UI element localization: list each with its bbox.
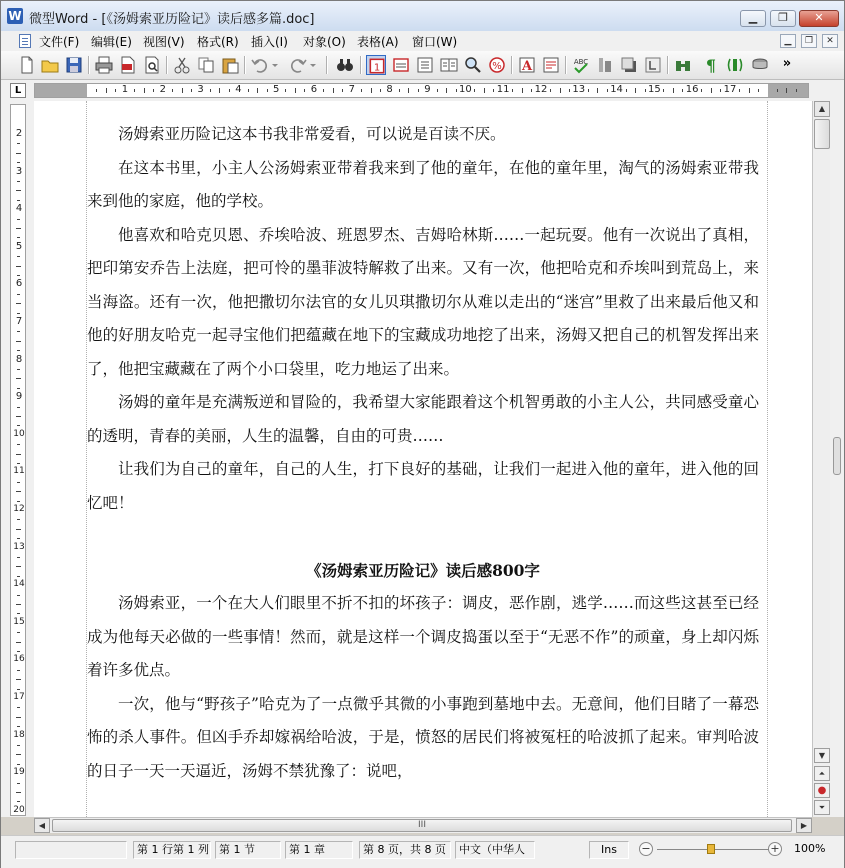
vertical-ruler-number: 20: [13, 804, 25, 815]
vertical-ruler-tick: [16, 190, 21, 191]
ruler-tick: [153, 89, 154, 92]
outline-view-icon[interactable]: [415, 55, 435, 75]
tab-selector[interactable]: L: [10, 83, 26, 98]
menu-bar: [1, 31, 844, 52]
toolbar-separator: [326, 56, 328, 74]
ruler-tick: [512, 89, 513, 92]
ruler-tick: [673, 88, 674, 93]
word-app-icon[interactable]: W: [8, 9, 22, 23]
vertical-ruler[interactable]: [10, 104, 26, 816]
minimize-button[interactable]: [740, 10, 766, 27]
vertical-ruler-number: 17: [13, 692, 25, 702]
vertical-ruler-tick: [17, 576, 20, 577]
vertical-ruler-number: 7: [15, 316, 23, 327]
paragraph[interactable]: 一次，他与“野孩子”哈克为了一点微乎其微的小事跑到墓地中去。无意间，他们目睹了一幕恐怖的杀人事件。但凶手乔却嫁祸给哈波，于是，愤怒的居民们将被冤枉的哈波抓了起来。审判哈波的日子一天一天逼近，汤姆不禁犹豫了：说吧，: [87, 694, 759, 780]
font-color-icon[interactable]: [517, 55, 537, 75]
doc-restore-button[interactable]: ❐: [801, 34, 817, 48]
status-blank-field: [15, 841, 127, 859]
ruler-tick: [267, 89, 268, 92]
ruler-number: 12: [534, 84, 548, 95]
status-page: 第 8 页，共 8 页: [359, 841, 451, 859]
vertical-ruler-number: 12: [13, 504, 25, 514]
vertical-ruler-number: 19: [13, 767, 25, 778]
ruler-tick: [531, 89, 532, 92]
minus-icon: −: [641, 842, 651, 855]
section-heading[interactable]: 《汤姆索亚历险记》读后感800字: [306, 560, 540, 580]
columns-icon[interactable]: [725, 55, 745, 75]
paragraph[interactable]: 汤姆的童年是充满叛逆和冒险的，我希望大家能跟着这个机智勇敢的小主人公，共同感受童心的透明，青春的美丽，人生的温馨，自由的可贵……: [87, 393, 759, 445]
menu-edit[interactable]: 编辑(E): [91, 35, 132, 49]
status-language: 中文（中华人: [455, 841, 535, 859]
status-bar: [1, 835, 844, 868]
ruler-tick: [796, 89, 797, 92]
vertical-ruler-tick: [16, 717, 21, 718]
menu-table[interactable]: 表格(A): [357, 35, 399, 49]
vertical-ruler-tick: [16, 642, 21, 643]
vertical-ruler-tick: [16, 303, 21, 304]
ruler-tick: [663, 89, 664, 92]
vertical-ruler-number: 2: [15, 128, 23, 139]
previous-page-button[interactable]: [814, 766, 830, 781]
svg-text:%: %: [492, 61, 502, 72]
pdf-icon[interactable]: [118, 55, 138, 75]
ruler-tick: [588, 89, 589, 92]
paragraph[interactable]: 他喜欢和哈克贝恩、乔埃哈波、班恩罗杰、吉姆哈林斯……一起玩耍。他有一次说出了真相，把印第安乔告上法庭，把可怜的墨菲波特解救了出来。又有一次，他把哈克和乔埃叫到荒岛上，来当海盗。还有一次，他把撒切尔法官的女儿贝琪撒切尔从难以走出的“迷宫”里救了出来最后他又和他的好朋友哈克一起寻宝他们把蕴藏在地下的宝藏成功地挖了出来，汤姆又把自己的机智发挥出来了，他把宝藏藏在了两个小口袋里，吃力地运了出来。: [87, 225, 759, 378]
toolbar-separator: [511, 56, 513, 74]
vertical-ruler-tick: [17, 538, 20, 539]
ruler-number: 17: [723, 84, 737, 95]
ruler-tick: [597, 88, 598, 93]
svg-text:ABC: ABC: [573, 58, 589, 66]
restore-icon: ❐: [778, 11, 788, 24]
ruler-tick: [399, 89, 400, 92]
toolbar-separator: [88, 56, 90, 74]
horizontal-ruler[interactable]: [34, 83, 809, 98]
vertical-ruler-tick: [16, 604, 21, 605]
paragraph[interactable]: 汤姆索亚历险记这本书我非常爱看，可以说是百读不厌。: [118, 125, 506, 143]
vertical-ruler-tick: [17, 501, 20, 502]
close-icon: ✕: [814, 11, 824, 24]
close-button[interactable]: [799, 10, 839, 27]
hscroll-thumb[interactable]: [52, 819, 792, 832]
zoom-in-button[interactable]: [768, 842, 782, 856]
ruler-tick: [739, 89, 740, 92]
ruler-tick: [361, 89, 362, 92]
ruler-tick: [182, 88, 183, 93]
status-insert-mode[interactable]: Ins: [589, 841, 629, 859]
cut-icon[interactable]: [172, 55, 192, 75]
vertical-ruler-number: 5: [15, 240, 23, 252]
ruler-tick: [285, 89, 286, 92]
ruler-tick: [191, 89, 192, 92]
stack-icon[interactable]: [750, 55, 770, 75]
window-title: 微型Word - [《汤姆索亚历险记》读后感多篇.doc]: [29, 12, 315, 27]
redo-icon[interactable]: [288, 55, 318, 75]
ruler-tick: [408, 88, 409, 93]
shadow-icon[interactable]: [619, 55, 639, 75]
ruler-tick: [144, 88, 145, 93]
ruler-number: 2: [159, 84, 166, 95]
vertical-ruler-tick: [17, 707, 20, 708]
ruler-number: 8: [386, 84, 393, 95]
menu-window[interactable]: 窗口(W): [412, 35, 458, 49]
status-chapter: 第 1 章: [285, 841, 353, 859]
doc-close-button[interactable]: ✕: [822, 34, 838, 48]
vertical-ruler-tick: [17, 256, 20, 257]
ruler-tick: [569, 89, 570, 92]
ruler-tick: [550, 89, 551, 92]
find-icon[interactable]: [335, 55, 355, 75]
minimize-icon: ▁: [748, 11, 758, 24]
double-chevron-down-icon: ⏷: [818, 803, 826, 812]
vertical-ruler-number: 13: [13, 541, 25, 552]
vertical-scrollbar[interactable]: [812, 101, 831, 817]
print-icon[interactable]: [94, 55, 114, 75]
vertical-ruler-tick: [17, 407, 20, 408]
scroll-right-button[interactable]: [796, 818, 812, 833]
vertical-ruler-tick: [17, 632, 20, 633]
ruler-number: 1: [121, 84, 129, 95]
vertical-ruler-tick: [17, 219, 20, 220]
ruler-tick: [711, 88, 712, 93]
double-chevron-up-icon: ⏶: [818, 769, 826, 778]
vertical-ruler-tick: [17, 162, 20, 163]
vertical-ruler-number: 6: [15, 278, 23, 290]
ruler-number: 15: [648, 84, 661, 95]
toolbar-overflow-button[interactable]: »: [782, 56, 792, 71]
vertical-ruler-tick: [16, 529, 21, 530]
ruler-number: 6: [310, 84, 318, 95]
toolbar-separator: [667, 56, 669, 74]
paragraph[interactable]: 汤姆索亚，一个在大人们眼里不折不扣的坏孩子：调皮，恶作剧，逃学……而这些这甚至已经成为他每天必做的一些事情！然而，就是这样一个调皮捣蛋以至于“无恶不作”的顽童，身上却闪烁着许多优点。: [87, 594, 759, 679]
ruler-tick: [437, 89, 438, 92]
new-icon[interactable]: [17, 55, 37, 75]
vertical-ruler-tick: [17, 801, 20, 802]
vertical-ruler-tick: [17, 726, 20, 727]
vertical-ruler-tick: [16, 228, 21, 229]
vertical-ruler-tick: [17, 670, 20, 671]
ruler-number: 3: [197, 84, 204, 95]
vertical-ruler-number: 10: [13, 428, 25, 439]
vertical-ruler-number: 4: [15, 203, 23, 215]
next-page-button[interactable]: [814, 800, 830, 815]
special-char-icon[interactable]: [487, 55, 507, 75]
vertical-ruler-tick: [17, 519, 20, 520]
browse-dot-icon: ●: [817, 785, 827, 796]
page-view-icon[interactable]: [366, 55, 386, 75]
open-icon[interactable]: [40, 55, 60, 75]
ruler-tick: [333, 88, 334, 93]
ruler-tick: [635, 88, 636, 93]
ruler-number: 14: [610, 84, 623, 95]
ruler-number: 4: [235, 84, 242, 95]
ruler-tick: [626, 89, 627, 92]
vertical-ruler-tick: [17, 388, 20, 389]
ruler-tick: [446, 88, 447, 93]
ruler-tick: [682, 89, 683, 92]
document-canvas[interactable]: [34, 101, 812, 817]
vertical-ruler-tick: [17, 237, 20, 238]
ruler-tick: [106, 88, 107, 93]
vertical-ruler-tick: [17, 350, 20, 351]
ruler-number: 5: [273, 84, 280, 95]
ruler-row: [1, 80, 844, 102]
ruler-tick: [777, 89, 778, 92]
vertical-ruler-tick: [17, 557, 20, 558]
right-margin-guide: [767, 101, 768, 817]
frame-icon[interactable]: [643, 55, 663, 75]
right-splitter-strip: [830, 101, 844, 817]
show-marks-icon[interactable]: [701, 55, 721, 75]
vertical-ruler-number: 16: [13, 654, 25, 665]
title-bar: [1, 1, 844, 32]
document-body[interactable]: [87, 118, 759, 788]
zoom-out-button[interactable]: [639, 842, 653, 856]
ruler-tick: [484, 88, 485, 93]
menu-view[interactable]: 视图(V): [143, 35, 185, 49]
ruler-tick: [229, 89, 230, 92]
ruler-tick: [295, 88, 296, 93]
ruler-tick: [474, 89, 475, 92]
vertical-ruler-tick: [17, 783, 20, 784]
vertical-ruler-tick: [16, 266, 21, 267]
menu-insert[interactable]: 插入(I): [251, 35, 288, 49]
zoom-icon[interactable]: [463, 55, 483, 75]
vertical-ruler-tick: [17, 294, 20, 295]
ruler-number: 11: [496, 84, 510, 95]
vertical-ruler-number: 8: [15, 353, 23, 365]
format-painter-icon[interactable]: [595, 55, 615, 75]
ruler-number: 9: [424, 84, 431, 95]
vertical-ruler-number: 11: [13, 466, 25, 477]
svg-text:¶: ¶: [705, 56, 717, 75]
status-row-col: 第 1 行第 1 列: [133, 841, 211, 859]
vertical-ruler-tick: [17, 764, 20, 765]
vertical-ruler-tick: [17, 143, 20, 144]
toolbar-separator: [565, 56, 567, 74]
ruler-tick: [304, 89, 305, 92]
chevron-right-icon: ▶: [800, 821, 808, 830]
ruler-number: 10: [459, 84, 472, 95]
spellcheck-icon[interactable]: [571, 55, 591, 75]
vertical-ruler-tick: [17, 595, 20, 596]
grip-icon: III: [418, 820, 426, 830]
ruler-tick: [607, 89, 608, 92]
vertical-ruler-tick: [16, 679, 21, 680]
paste-icon[interactable]: [220, 55, 240, 75]
web-view-icon[interactable]: [391, 55, 411, 75]
ruler-number: 7: [348, 84, 355, 95]
vertical-ruler-tick: [17, 651, 20, 652]
zoom-slider-knob[interactable]: [707, 844, 715, 854]
paragraph[interactable]: 在这本书里，小主人公汤姆索亚带着我来到了他的童年，在他的童年里，淘气的汤姆索亚带我来到他的家庭，他的学校。: [87, 158, 759, 210]
menu-file[interactable]: 文件(F): [39, 35, 80, 49]
ruler-tick: [456, 89, 457, 92]
vertical-ruler-tick: [17, 369, 20, 370]
menu-object[interactable]: 对象(O): [303, 35, 346, 49]
vertical-ruler-tick: [16, 792, 21, 793]
vertical-ruler-tick: [17, 444, 20, 445]
vertical-ruler-tick: [16, 416, 21, 417]
split-handle[interactable]: [833, 437, 841, 475]
vertical-ruler-tick: [17, 313, 20, 314]
vertical-ruler-tick: [16, 378, 21, 379]
toolbar-separator: [166, 56, 168, 74]
binoculars-icon[interactable]: [673, 55, 693, 75]
chevron-up-icon: ▲: [818, 104, 826, 113]
vertical-ruler-number: 9: [15, 391, 23, 403]
ruler-tick: [210, 89, 211, 92]
vertical-ruler-tick: [16, 566, 21, 567]
vertical-ruler-area: [1, 101, 34, 817]
ruler-tick: [758, 89, 759, 92]
ruler-tick: [172, 89, 173, 92]
browse-object-button[interactable]: [814, 783, 830, 798]
vertical-ruler-tick: [17, 689, 20, 690]
vertical-ruler-number: 18: [13, 729, 25, 740]
ruler-tick: [371, 88, 372, 93]
toolbar-separator: [360, 56, 362, 74]
standard-toolbar: [1, 51, 844, 80]
plus-icon: +: [770, 842, 780, 855]
svg-text:A: A: [521, 59, 533, 74]
maximize-button[interactable]: [770, 10, 796, 27]
ruler-tick: [323, 89, 324, 92]
ruler-tick: [418, 89, 419, 92]
ruler-tick: [522, 88, 523, 93]
vertical-ruler-tick: [16, 153, 21, 154]
ruler-tick: [493, 89, 494, 92]
chevron-down-icon: ▼: [818, 751, 826, 760]
horizontal-scrollbar[interactable]: [34, 817, 812, 833]
scroll-up-button[interactable]: [814, 101, 830, 117]
undo-icon[interactable]: [250, 55, 280, 75]
vertical-ruler-tick: [17, 425, 20, 426]
svg-text:1: 1: [373, 62, 381, 74]
vertical-ruler-tick: [16, 341, 21, 342]
paragraph-icon[interactable]: [541, 55, 561, 75]
ruler-tick: [749, 88, 750, 93]
menu-format[interactable]: 格式(R): [197, 35, 239, 49]
vertical-ruler-tick: [17, 482, 20, 483]
scroll-down-button[interactable]: [814, 748, 830, 763]
ruler-tick: [134, 89, 135, 92]
toolbar-separator: [244, 56, 246, 74]
vertical-ruler-tick: [17, 463, 20, 464]
vertical-ruler-number: 14: [13, 579, 25, 590]
ruler-tick: [720, 89, 721, 92]
ruler-tick: [115, 89, 116, 92]
ruler-tick: [645, 89, 646, 92]
vertical-ruler-tick: [17, 331, 20, 332]
vertical-ruler-tick: [16, 454, 21, 455]
vertical-ruler-tick: [17, 200, 20, 201]
vertical-ruler-tick: [16, 754, 21, 755]
vertical-ruler-tick: [16, 491, 21, 492]
ruler-tick: [786, 88, 787, 93]
print-preview-icon[interactable]: [142, 55, 162, 75]
paragraph[interactable]: 让我们为自己的童年，自己的人生，打下良好的基础，让我们一起进入他的童年，进入他的回忆吧！: [87, 460, 759, 512]
vertical-ruler-tick: [17, 745, 20, 746]
ruler-tick: [257, 88, 258, 93]
copy-icon[interactable]: [196, 55, 216, 75]
ruler-tick: [560, 88, 561, 93]
ruler-number: 13: [572, 84, 586, 95]
ruler-tick: [248, 89, 249, 92]
ruler-tick: [219, 88, 220, 93]
reading-view-icon[interactable]: [439, 55, 459, 75]
chevron-left-icon: ◀: [38, 821, 46, 830]
vertical-ruler-number: 3: [15, 165, 23, 177]
ruler-left-margin: [35, 84, 87, 97]
ruler-tick: [701, 89, 702, 92]
ruler-tick: [380, 89, 381, 92]
zoom-level: 100%: [794, 842, 826, 855]
vertical-ruler-number: 15: [13, 616, 25, 627]
doc-minimize-button[interactable]: ▁: [780, 34, 796, 48]
vertical-ruler-tick: [17, 275, 20, 276]
ruler-tick: [96, 89, 97, 92]
vertical-ruler-tick: [17, 613, 20, 614]
ruler-number: 16: [685, 84, 699, 95]
ruler-right-margin: [768, 84, 809, 97]
document-menu-icon[interactable]: [19, 34, 31, 48]
ruler-tick: [342, 89, 343, 92]
status-section: 第 1 节: [215, 841, 281, 859]
scroll-left-button[interactable]: [34, 818, 50, 833]
save-icon[interactable]: [64, 55, 84, 75]
scroll-thumb[interactable]: [814, 119, 830, 149]
vertical-ruler-tick: [17, 181, 20, 182]
